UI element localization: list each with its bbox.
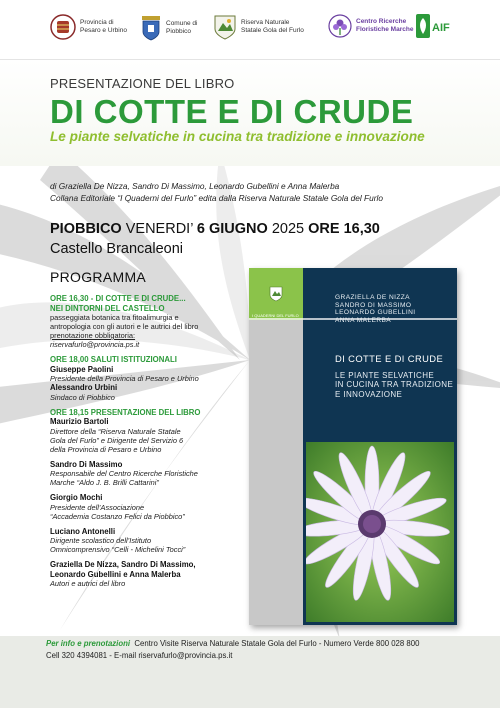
program-s3-n1: Maurizio Bartoli	[50, 417, 109, 426]
book-series-panel	[249, 268, 303, 320]
program-s2-n2: Alessandro Urbini	[50, 383, 118, 392]
page-title: DI COTTE E DI CRUDE	[50, 93, 414, 130]
program-s3-r5: Autori e autrici del libro	[50, 579, 126, 588]
book-series-label: I QUADERNI DEL FURLO	[252, 313, 299, 318]
program-s3-n2: Sandro Di Massimo	[50, 459, 123, 469]
page-subtitle: Le piante selvatiche in cucina tra tradizione e innovazione	[50, 129, 425, 144]
event-place: PIOBBICO	[50, 221, 122, 237]
program-s2-r1: Presidente della Provincia di Pesaro e Urbino	[50, 374, 199, 383]
book-title: DI COTTE E DI CRUDE	[335, 353, 444, 364]
book-authors: GRAZIELLA DE NIZZA SANDRO DI MASSIMO LEONARDO GUBELLINI ANNA MALERBA	[335, 294, 416, 324]
program-s3-r3: Presidente dell’Associazione “Accademia Costanzo Felici da Piobbico”	[50, 502, 185, 521]
comune-logo	[140, 14, 197, 42]
aif-logo-icon	[416, 14, 452, 38]
footer-info	[46, 639, 419, 648]
program-item	[50, 355, 275, 402]
program-s1-email[interactable]: riservafurlo@provincia.ps.it	[50, 340, 140, 349]
comune-label: Comune di Piobbico	[166, 20, 198, 35]
footer-info-text: Centro Visite Riserva Naturale Statale Gola del Furlo - Numero Verde 800 028 800	[130, 639, 420, 648]
footer-contact[interactable]: Cell 320 4394081 - E-mail riservafurlo@provincia.ps.it	[46, 651, 233, 660]
event-venue: Castello Brancaleoni	[50, 241, 183, 257]
program-s3-r1: Direttore della “Riserva Naturale Statale Gola del Furlo” e Dirigente del Servizio 6 della Provincia di Pesaro e Urbino	[50, 426, 184, 454]
provincia-label: Provincia di Pesaro e Urbino	[80, 19, 127, 34]
program-item	[50, 408, 275, 589]
program-s3-n4: Luciano Antonelli	[50, 526, 116, 536]
event-day: VENERDI’	[121, 221, 197, 237]
program-s3-r2: Responsabile del Centro Ricerche Floristiche Marche “Aldo J. B. Brilli Cattarini”	[50, 469, 198, 487]
program-s2-n1: Giuseppe Paolini	[50, 364, 114, 374]
program-s3-n5: Graziella De Nizza, Sandro Di Massimo, Leonardo Gubellini e Anna Malerba	[50, 560, 196, 579]
comune-crest-icon	[140, 14, 162, 42]
event-year: 2025	[267, 221, 309, 237]
flower-photo	[306, 442, 454, 622]
program-heading: PROGRAMMA	[50, 269, 147, 285]
program-s3-head: ORE 18,15 PRESENTAZIONE DEL LIBRO	[50, 407, 201, 417]
program-s3-n3: Giorgio Mochi	[50, 493, 103, 502]
program-s1-booking: prenotazione obbligatoria:	[50, 331, 136, 340]
riserva-label: Riserva Naturale Statale Gola del Furlo	[241, 19, 304, 34]
event-date	[50, 221, 380, 237]
riserva-badge-icon	[213, 14, 237, 40]
program-s2-head: ORE 18,00 SALUTI ISTITUZIONALI	[50, 355, 177, 364]
centro-ricerche-icon	[328, 14, 352, 38]
event-date-bold: 6 GIUGNO	[196, 221, 268, 237]
logos-bar	[0, 0, 500, 60]
program-item	[50, 294, 275, 349]
program-s3-r4: Dirigente scolastico dell’Istituto Omnicomprensivo “Celli - Michelini Tocci”	[50, 536, 186, 554]
event-time: ORE 16,30	[308, 221, 380, 237]
footer-info-label: Per info e prenotazioni	[46, 639, 131, 648]
book-cover	[249, 268, 457, 625]
aif-logo	[416, 14, 452, 38]
authors-line: di Graziella De Nizza, Sandro Di Massimo, Leonardo Gubellini e Anna Malerba	[50, 181, 340, 191]
centro-ricerche-label: Centro Ricerche Floristiche Marche	[356, 18, 414, 33]
program-s1-text: passeggiata botanica tra fitoalimurgia e antropologia con gli autori e le autrici del libro	[50, 313, 199, 331]
book-spine-panel	[249, 268, 303, 625]
centro-ricerche-logo	[328, 14, 413, 38]
riserva-logo	[213, 14, 304, 40]
credits	[50, 180, 383, 204]
provincia-crest-icon	[50, 14, 76, 40]
program-list	[50, 294, 275, 594]
pretitle: PRESENTAZIONE DEL LIBRO	[50, 76, 235, 91]
program-s1-head: ORE 16,30 - DI COTTE E DI CRUDE... NEI DINTORNI DEL CASTELLO	[50, 294, 186, 313]
series-line: Collana Editoriale “I Quaderni del Furlo” edita dalla Riserva Naturale Statale Gola del Furlo	[50, 193, 383, 203]
book-subtitle: LE PIANTE SELVATICHE IN CUCINA TRA TRADIZIONE E INNOVAZIONE	[335, 371, 454, 399]
provincia-logo	[50, 14, 127, 40]
book-series-badge-icon	[269, 286, 283, 302]
program-s2-r2: Sindaco di Piobbico	[50, 392, 115, 402]
svg-text:AIF: AIF	[432, 22, 450, 34]
